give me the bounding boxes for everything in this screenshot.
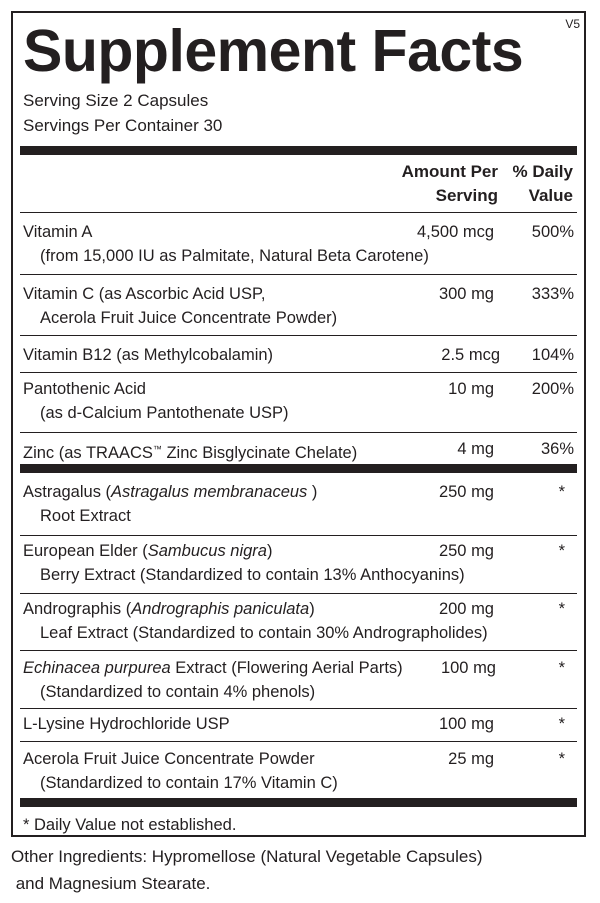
dv-column-header: % Daily Value xyxy=(512,162,573,205)
footer-divider xyxy=(20,798,577,807)
section-divider xyxy=(20,464,577,473)
amount-column-header: Amount Per Serving xyxy=(401,162,498,205)
divider xyxy=(20,432,577,433)
other-ingredients: Other Ingredients: Hypromellose (Natural Vegetable Capsules) and Magnesium Stearate. xyxy=(11,847,483,893)
divider xyxy=(20,650,577,651)
divider xyxy=(20,372,577,373)
panel-title: Supplement Facts xyxy=(23,18,524,84)
divider xyxy=(20,535,577,536)
daily-value-footnote: * Daily Value not established. xyxy=(23,816,237,834)
servings-per-container: Servings Per Container 30 xyxy=(23,116,223,135)
divider xyxy=(20,593,577,594)
divider xyxy=(20,708,577,709)
version-label: V5 xyxy=(565,17,580,31)
divider xyxy=(20,335,577,336)
divider xyxy=(20,212,577,213)
supplement-facts-panel: V5 Supplement Facts Serving Size 2 Capsules Servings Per Container 30 Amount Per Serving % Daily Value Vitamin A (from 15,000 IU as Palmitate, Natural Beta Carotene) 4,500 mcg 500% Vitamin C (as Ascorbic Acid USP, Acerola Fruit Juice Concentrate Powder) 300 mg 333% Vitamin B12 (as Methylcobalamin) 2.5 mcg 104% Pantothenic Acid (as d-Calcium Pantothenate USP) 10 mg 200% Zinc (as TRAACS™ Zinc Bisglycinate Chelate) 4 mg 36% Astragalus (Astragalus membranaceus ) Root Extract 250 mg * European Elder (Sambucus nigra) Berry Extract (Standardized to contain 13% Anthocyanins) 250 mg * Andrographis (Andrographis paniculata) Leaf Extract (Standardized to contain 30% Andrographolides) 200 mg * Echinacea purpurea Extract (Flowering Aerial Parts) (Standardized to contain 4% phenols) 100 mg * L-Lysine Hydrochloride USP 100 mg * Acerola Fruit Juice Concentrate Powder (Standardized to contain 17% Vitamin C) 25 mg * * Daily Value not established. xyxy=(11,11,586,837)
header-divider xyxy=(20,146,577,155)
serving-size: Serving Size 2 Capsules xyxy=(23,91,209,110)
divider xyxy=(20,741,577,742)
divider xyxy=(20,274,577,275)
